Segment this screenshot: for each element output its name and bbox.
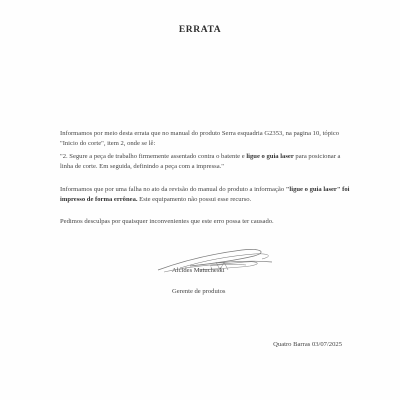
signature-scribble-icon [150,240,310,280]
apology-paragraph: Pedimos desculpas por quaisquer inconvenientes que este erro possa ter causado. [60,218,274,225]
place-date: Quatro Barras 03/07/2025 [273,341,342,348]
signer-name: Alcides Matucheski [172,267,225,274]
signer-title: Gerente de produtos [172,288,226,295]
quoted-text-start: "2. Segure a peça de trabalho firmemente assentado contra o batente e [60,153,247,160]
quoted-text-end: para posicionar a linha de corte. Em seguida, definindo a peça com a impressa." [60,153,341,170]
correction-paragraph [60,185,350,205]
quoted-paragraph [60,152,350,172]
correction-bold-phrase: "ligue o guia laser" foi impresso de forma errônea. [60,186,350,203]
correction-text-end: Este equipamento não possui esse recurso. [137,196,252,203]
intro-paragraph: Informamos por meio desta errata que no manual do produto Serra esquadria G2353, na pagina 10, tópico "Inicio do corte", item 2, onde se lê: [60,130,340,147]
quoted-bold-phrase: ligue o guia laser [246,153,294,160]
signature [150,240,310,280]
correction-text-start: Informamos que por uma falha no ato da revisão do manual do produto a informação [60,186,286,193]
document-title: ERRATA [178,25,222,35]
